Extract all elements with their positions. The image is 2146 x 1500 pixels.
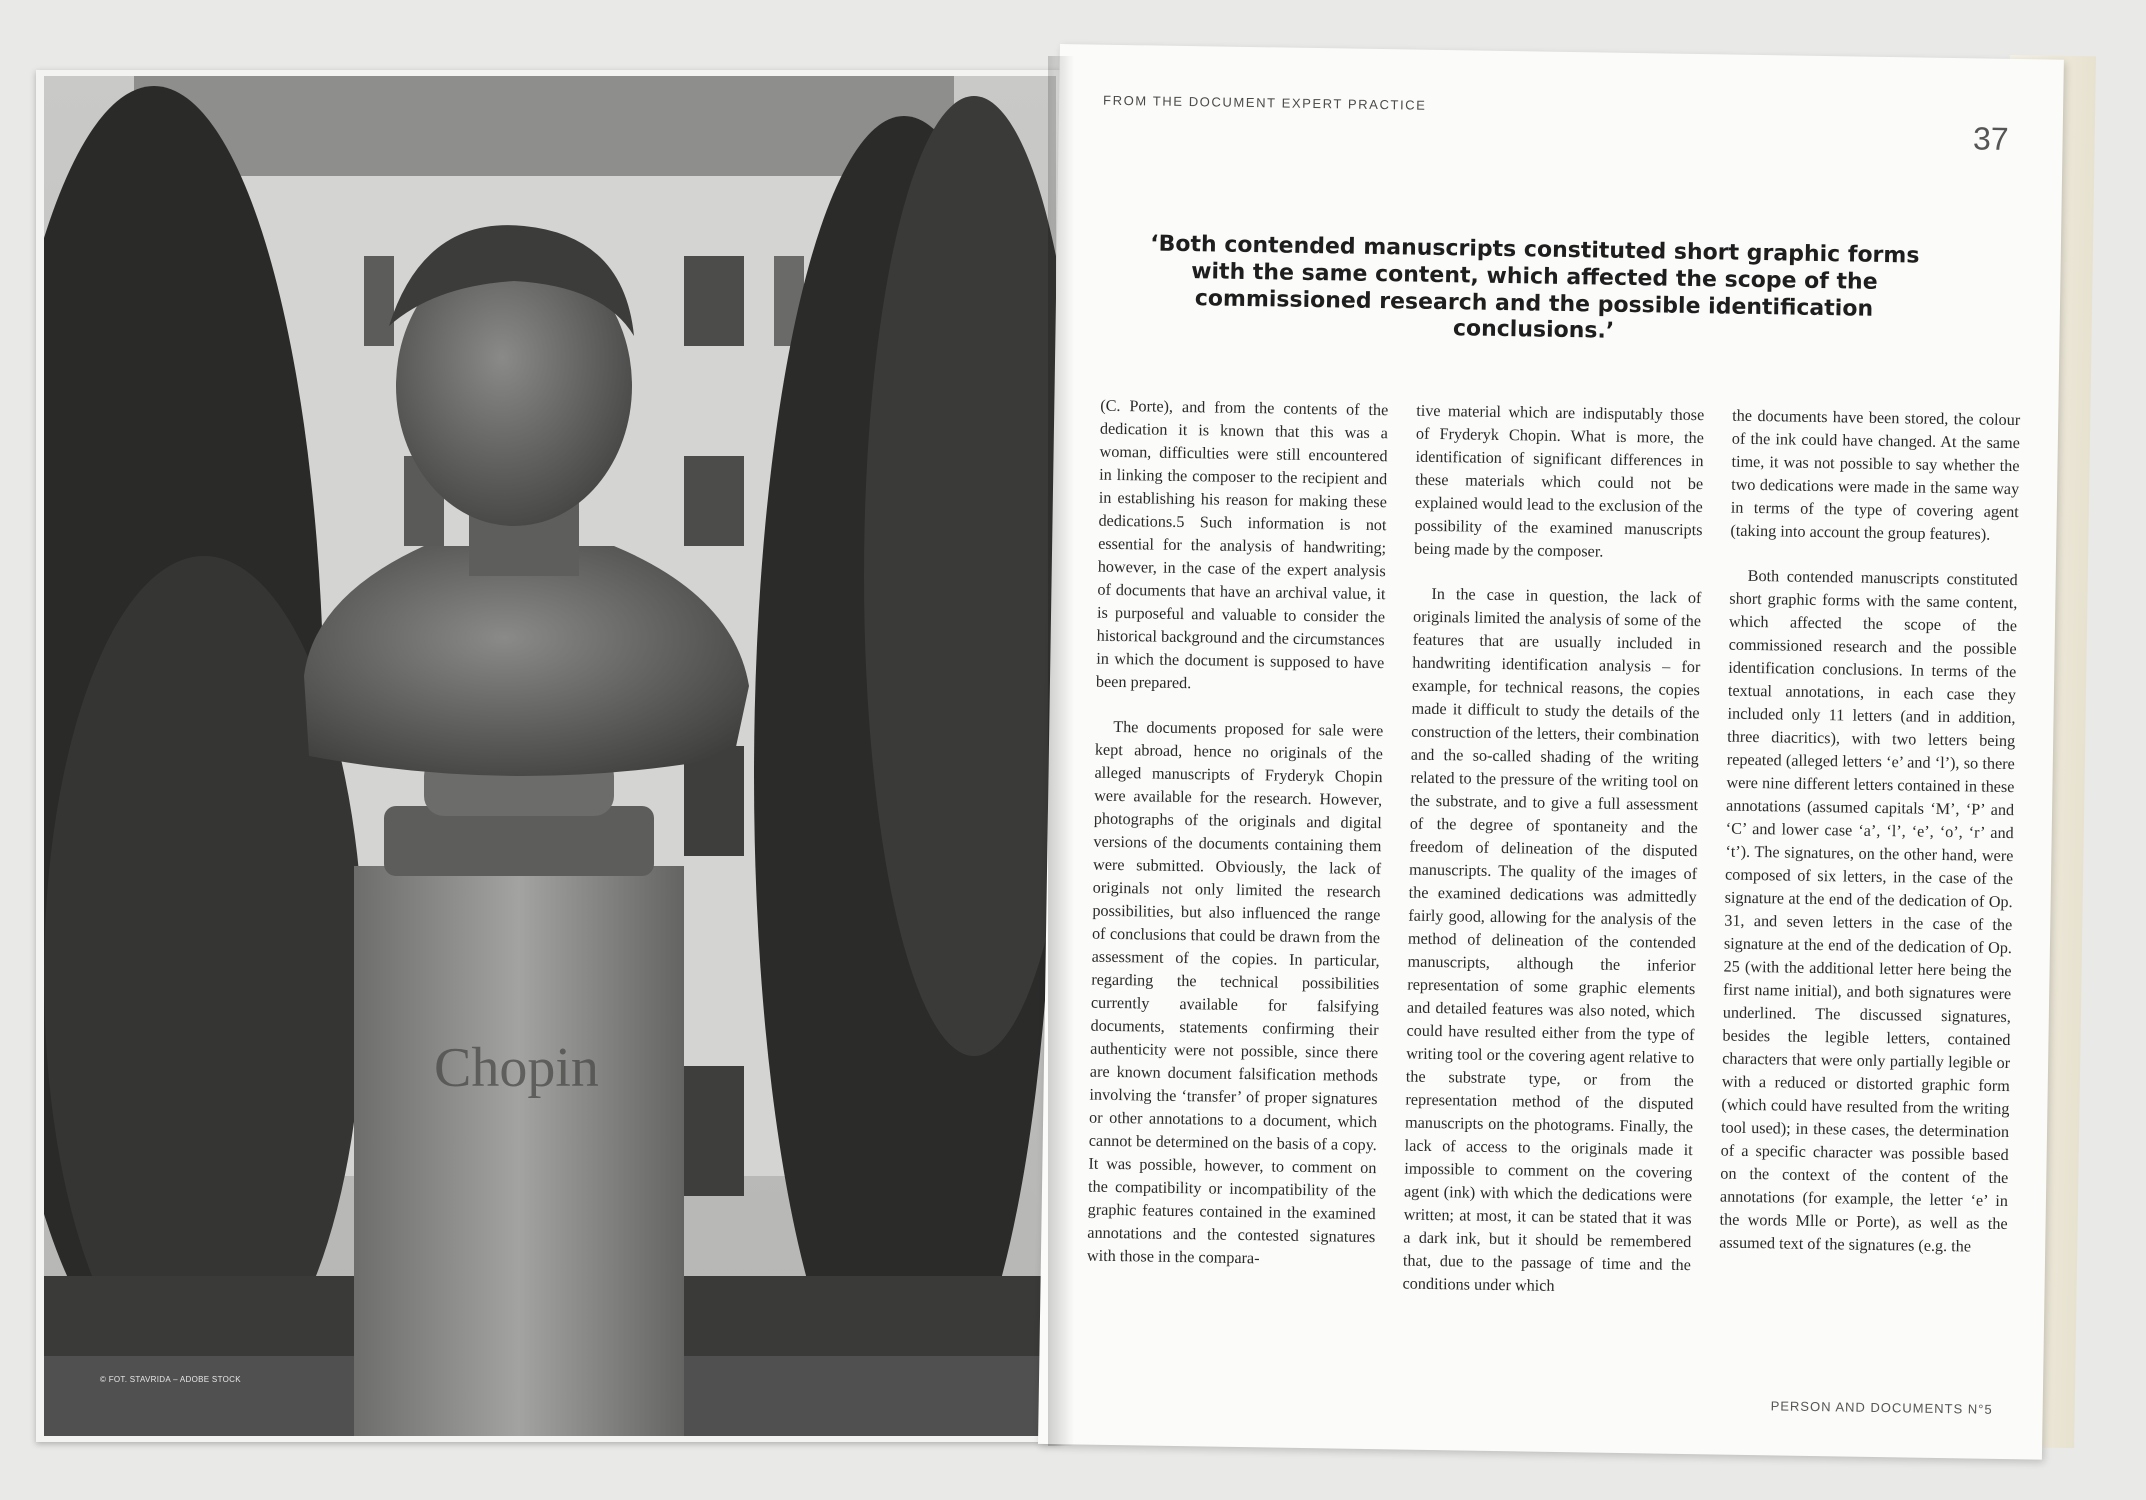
page-footer: PERSON AND DOCUMENTS N°5 (1770, 1398, 1993, 1417)
photo-credit: © FOT. STAVRIDA – ADOBE STOCK (100, 1375, 241, 1384)
section-label: FROM THE DOCUMENT EXPERT PRACTICE (1103, 92, 1427, 113)
paragraph: In the case in question, the lack of originals limited the analysis of some of the features that are usually included in handwriting identification analysis – for example, for technical reasons, the copies made it difficult to study the details of the construction of the letters, their combination and the so-called shading of the writing related to the pressure of the writing tool on the substrate, and to give a full assessment of the degree of spontaneity and the freedom of delineation of the disputed manuscripts. The quality of the images of the examined dedications was admittedly fairly good, allowing for the analysis of the method of delineation of the contended manuscripts, although the inferior representation of some graphic elements and detailed features was also noted, which could have resulted either from the type of writing tool or the covering agent relative to the substrate type, or from the representation method of the disputed manuscripts on the photograms. Finally, the lack of access to the originals made it impossible to comment on the covering agent (ink) with which the dedications were written; at most, it can be stated that it was a dark ink, but it should be remembered that, due to the passage of time and the conditions under which (1402, 584, 1702, 1295)
paragraph: (C. Porte), and from the contents of the dedication it is known that this was a woman, difficulties were still encountered in linking the composer to the recipient and in establishing his reason for making these dedications.5 Such information is not essential for the analysis of handwriting; however, in the case of the expert analysis of documents that have an archival value, it is purposeful and valuable to consider the historical background and the circumstances in which the document is supposed to have been prepared. (1095, 396, 1389, 693)
page-number: 37 (1972, 120, 2009, 157)
text-column-1 (1085, 395, 1388, 1359)
text-columns (1085, 395, 2020, 1369)
spine-shadow (1048, 56, 1074, 1446)
text-column-2 (1401, 400, 1704, 1364)
paragraph: Both contended manuscripts constituted short graphic forms with the same content, which affected the scope of the commissioned research and the possible identification conclusions. In terms of the textual annotations, in each case they included only 11 letters (and in addition, three diacritics), with two letters being repeated (alleged letters ‘e’ and ‘l’), so there were nine different letters contained in these annotations (assumed capitals ‘M’, ‘P’ and ‘C’ and lower case ‘a’, ‘l’, ‘e’, ‘o’, ‘r’ and ‘t’). The signatures, on the other hand, were composed of six letters, in the case of the signature at the end of the dedication of Op. 31, and seven letters in the case of the signature at the end of the dedication of Op. 25 (with the additional letter here being the first name initial), and both signatures were underlined. The discussed signatures, besides the legible letters, contained characters that were only partially legible or with a reduced or distorted graphic form (which could have resulted from the writing tool used); in these cases, the determination of a specific character was possible based on the context of the content of the annotations (for example, the letter ‘e’ in the words Mlle or Porte), as well as the assumed text of the signatures (e.g. the (1719, 566, 2018, 1256)
paragraph: tive material which are indisputably those of Fryderyk Chopin. What is more, the identification of significant differences in these materials which could not be explained would lead to the exclusion of the possibility of the examined manuscripts being made by the composer. (1413, 401, 1705, 561)
pull-quote: ‘Both contended manuscripts constituted short graphic forms with the same content, which affected the scope of the commissioned research and the possible identification conclusions.’ (1150, 231, 1920, 345)
plinth-inscription: Chopin (434, 1037, 599, 1099)
chopin-bust-photo (44, 76, 1056, 1436)
right-page (1038, 44, 2064, 1460)
paragraph: The documents proposed for sale were kept abroad, hence no originals of the alleged manuscripts of Fryderyk Chopin were available for the research. However, photographs of the originals and digital versions of the documents containing them were submitted. Obviously, the lack of originals not only limited the research possibilities, but also influenced the range of conclusions that could be drawn from the assessment of the copies. In particular, regarding the technical possibilities currently available for falsifying documents, statements confirming their authenticity were not possible, since there are known document falsification methods involving the ‘transfer’ of proper signatures or other annotations to a document, which cannot be determined on the basis of a copy. It was possible, however, to comment on the compatibility or incompatibility of the graphic features contained in the examined annotations and the contested signatures with those in the compara- (1086, 717, 1384, 1268)
photo-illustration (44, 76, 1056, 1436)
left-page (36, 70, 1060, 1442)
text-column-3 (1717, 405, 2020, 1369)
paragraph: the documents have been stored, the colour of the ink could have changed. At the same time, it was not possible to say whether the two dedications were made in the same way in terms of the type of covering agent (taking into account the group features). (1730, 406, 2021, 544)
